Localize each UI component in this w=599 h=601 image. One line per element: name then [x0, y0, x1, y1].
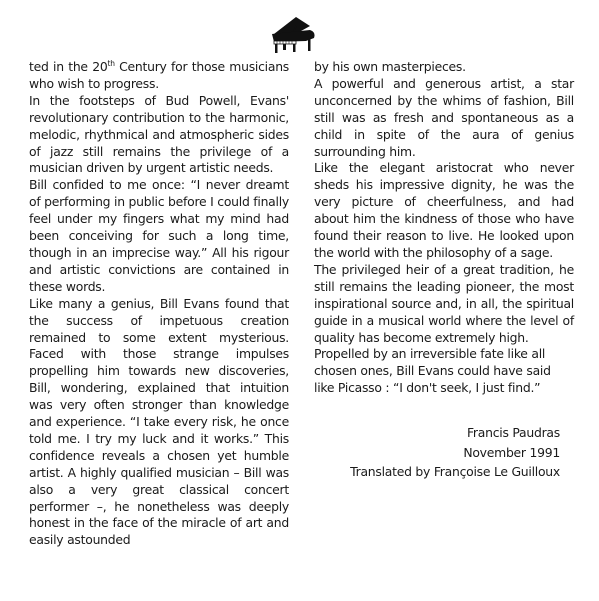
- paragraph: Bill confided to me once: “I never dreamt of performing in public before I could finally feel under my fingers what my mind had been conceiving for such a long time, though in an imprecise way.” All his rigour and artistic convictions are contained in these words.: [29, 177, 289, 294]
- right-text-column: [314, 59, 574, 397]
- left-text-column: [29, 59, 289, 549]
- paragraph: Like the elegant aristocrat who never sheds his impressive dignity, he was the very picture of cheerfulness, and had about him the kindness of those who have found their reason to live. He looked upon the world with the philosophy of a sage.: [314, 160, 574, 260]
- grand-piano-icon: [266, 14, 318, 54]
- paragraph: In the footsteps of Bud Powell, Evans' revolutionary contribution to the harmonic, melodic, rhythmical and atmospheric sides of jazz still remains the privilege of a musician driven by urgent artistic needs.: [29, 92, 289, 176]
- paragraph: The privileged heir of a great tradition, he still remains the leading pioneer, the most inspirational source and, in all, the spiritual guide in a musical world where the level of quality has become extremely high.: [314, 261, 574, 345]
- signature-block: [314, 423, 560, 482]
- translator-credit: Translated by Françoise Le Guilloux: [350, 464, 560, 479]
- paragraph: Propelled by an irreversible fate like all chosen ones, Bill Evans could have said like Picasso : “I don't seek, I just find.”: [314, 346, 551, 396]
- author-name: Francis Paudras: [466, 425, 560, 440]
- paragraph: by his own masterpieces.: [314, 59, 466, 74]
- date: November 1991: [463, 444, 560, 460]
- paragraph: ted in the 20th Century for those musicians who wish to progress.: [29, 58, 290, 91]
- paragraph: A powerful and generous artist, a star unconcerned by the whims of fashion, Bill still was as fresh and spontaneous as a child in spite of the aura of genius surrounding him.: [314, 75, 574, 159]
- paragraph: Like many a genius, Bill Evans found that the success of impetuous creation remained to some extent mysterious. Faced with those strange impulses propelling him towards new discoveries, Bill, wondering, explained that intuition was very often stronger than knowledge and experience. “I take every risk, he once told me. I try my luck and it works.” This confidence reveals a chosen yet humble artist. A highly qualified musician – Bill was also a very great classical concert performer –, he nonetheless was deeply honest in the face of the miracle of art and easily astounded: [29, 295, 289, 548]
